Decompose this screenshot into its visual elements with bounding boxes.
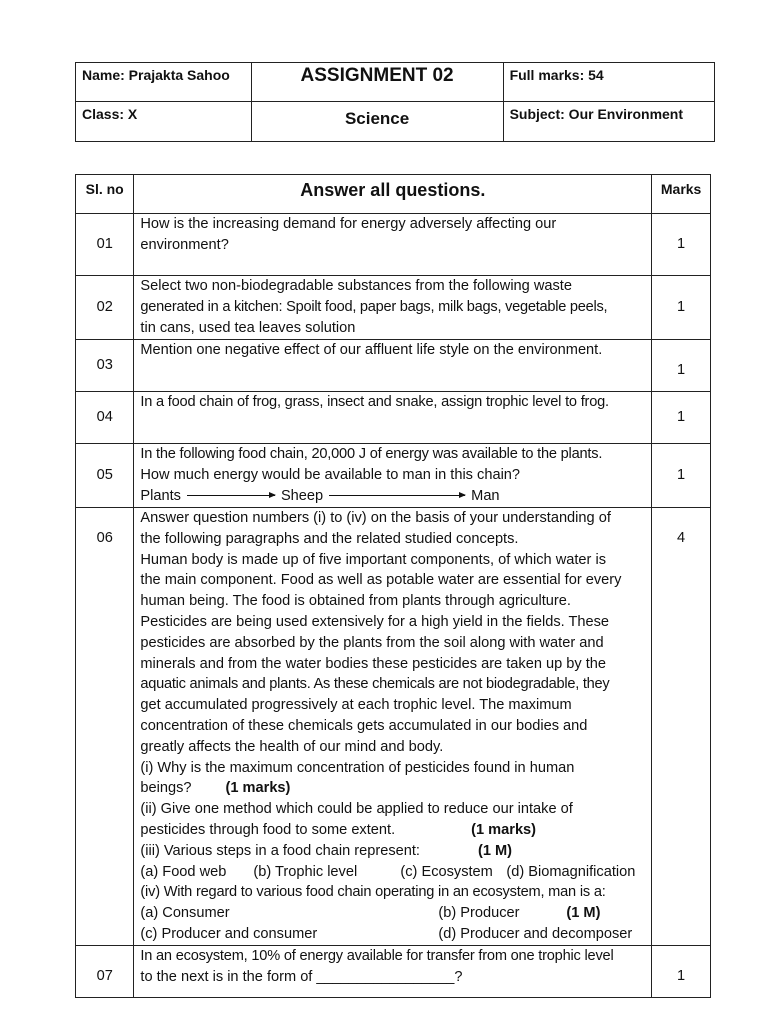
question-text xyxy=(134,444,652,508)
option-c: (c) Producer and consumer xyxy=(140,925,318,942)
question-row xyxy=(76,444,711,508)
chain-sheep: Sheep xyxy=(280,487,324,504)
question-line: greatly affects the health of our mind and body. xyxy=(140,738,444,755)
option-a: (a) Consumer xyxy=(140,905,230,922)
student-name: Name: Prajakta Sahoo xyxy=(76,63,252,102)
question-row xyxy=(76,276,711,340)
question-number: 07 xyxy=(76,945,134,997)
question-line: Human body is made up of five important components, of which water is xyxy=(140,551,606,568)
food-chain xyxy=(140,486,645,507)
question-marks: 1 xyxy=(652,276,711,340)
question-marks: 1 xyxy=(652,340,711,392)
question-text xyxy=(134,392,652,444)
question-line: How much energy would be available to man in this chain? xyxy=(140,466,521,483)
question-number: 01 xyxy=(76,214,134,276)
full-marks: Full marks: 54 xyxy=(503,63,714,102)
question-row xyxy=(76,945,711,997)
question-line: Select two non-biodegradable substances from the following waste xyxy=(140,278,572,294)
question-text xyxy=(134,945,652,997)
sub-ii-marks: (1 marks) xyxy=(471,821,537,838)
chain-arrow-icon xyxy=(329,495,465,496)
question-text xyxy=(134,508,652,946)
subject-label: Subject: Our Environment xyxy=(503,102,714,142)
sub-question-iii: (iii) Various steps in a food chain represent: (1 M) xyxy=(140,842,513,859)
questions-table xyxy=(75,174,711,998)
sub-iv-marks: (1 M) xyxy=(566,905,601,922)
question-line: the main component. Food as well as potable water are essential for every xyxy=(140,572,622,589)
question-line: In an ecosystem, 10% of energy available for transfer from one trophic level xyxy=(140,947,614,964)
question-line: In a food chain of frog, grass, insect and snake, assign trophic level to frog. xyxy=(140,394,609,410)
question-number: 02 xyxy=(76,276,134,340)
option-d: (d) Producer and decomposer xyxy=(438,925,633,942)
option-d: (d) Biomagnification xyxy=(506,863,636,880)
question-number: 04 xyxy=(76,392,134,444)
question-number: 03 xyxy=(76,340,134,392)
table-header-row xyxy=(76,175,711,214)
sub-iii-options xyxy=(140,862,645,883)
sub-question-iv: (iv) With regard to various food chain operating in an ecosystem, man is a: xyxy=(140,884,606,901)
question-marks: 1 xyxy=(652,392,711,444)
option-b: (b) Trophic level xyxy=(253,863,358,880)
question-number: 05 xyxy=(76,444,134,508)
question-line: the following paragraphs and the related studied concepts. xyxy=(140,530,519,547)
question-line: Pesticides are being used extensively for a high yield in the fields. These xyxy=(140,613,610,630)
option-a: (a) Food web xyxy=(140,863,227,880)
question-line: tin cans, used tea leaves solution xyxy=(140,319,356,336)
question-number: 06 xyxy=(76,508,134,946)
option-b: (b) Producer xyxy=(438,905,520,922)
question-line: How is the increasing demand for energy adversely affecting our xyxy=(140,216,557,232)
question-line: pesticides are absorbed by the plants from the soil along with water and xyxy=(140,634,604,651)
question-marks: 1 xyxy=(652,945,711,997)
sub-iii-marks: (1 M) xyxy=(477,842,513,859)
question-line: concentration of these chemicals gets accumulated in our bodies and xyxy=(140,717,588,734)
col-sl-header: Sl. no xyxy=(76,175,134,214)
question-line: human being. The food is obtained from plants through agriculture. xyxy=(140,593,571,610)
question-line: get accumulated progressively at each trophic level. The maximum xyxy=(140,697,572,714)
question-text xyxy=(134,340,652,392)
question-line: to the next is in the form of _________________? xyxy=(140,968,463,985)
question-row xyxy=(76,392,711,444)
question-row xyxy=(76,340,711,392)
question-line: Answer question numbers (i) to (iv) on the basis of your understanding of xyxy=(140,510,611,526)
subject-area: Science xyxy=(251,102,503,142)
question-line: environment? xyxy=(140,236,229,253)
question-text xyxy=(134,276,652,340)
chain-plants: Plants xyxy=(140,487,181,504)
sub-question-ii: (ii) Give one method which could be applied to reduce our intake of xyxy=(140,801,573,818)
assignment-title: ASSIGNMENT 02 xyxy=(251,63,503,102)
question-row xyxy=(76,508,711,946)
sub-question-ii-end: pesticides through food to some extent. (1 marks) xyxy=(140,821,537,838)
col-marks-header: Marks xyxy=(652,175,711,214)
question-text xyxy=(134,214,652,276)
question-line: (i) Why is the maximum concentration of pesticides found in human xyxy=(140,759,575,776)
sub-iv-options-row2 xyxy=(140,924,645,945)
sub-i-marks: (1 marks) xyxy=(225,780,291,797)
question-row xyxy=(76,214,711,276)
header-table xyxy=(75,62,715,142)
question-marks: 1 xyxy=(652,214,711,276)
class-label: Class: X xyxy=(76,102,252,142)
instruction-header: Answer all questions. xyxy=(134,175,652,214)
chain-man: Man xyxy=(471,487,500,504)
question-line: generated in a kitchen: Spoilt food, paper bags, milk bags, vegetable peels, xyxy=(140,298,608,315)
sub-question-i-end: beings? (1 marks) xyxy=(140,780,291,797)
question-line: minerals and from the water bodies these pesticides are taken up by the xyxy=(140,655,607,672)
question-line: In the following food chain, 20,000 J of energy was available to the plants. xyxy=(140,446,603,462)
question-marks: 4 xyxy=(652,508,711,946)
question-line: aquatic animals and plants. As these chemicals are not biodegradable, they xyxy=(140,676,610,693)
question-line: Mention one negative effect of our affluent life style on the environment. xyxy=(140,342,603,358)
option-c: (c) Ecosystem xyxy=(400,863,493,880)
sub-iv-options-row1 xyxy=(140,903,645,924)
question-marks: 1 xyxy=(652,444,711,508)
chain-arrow-icon xyxy=(187,495,275,496)
